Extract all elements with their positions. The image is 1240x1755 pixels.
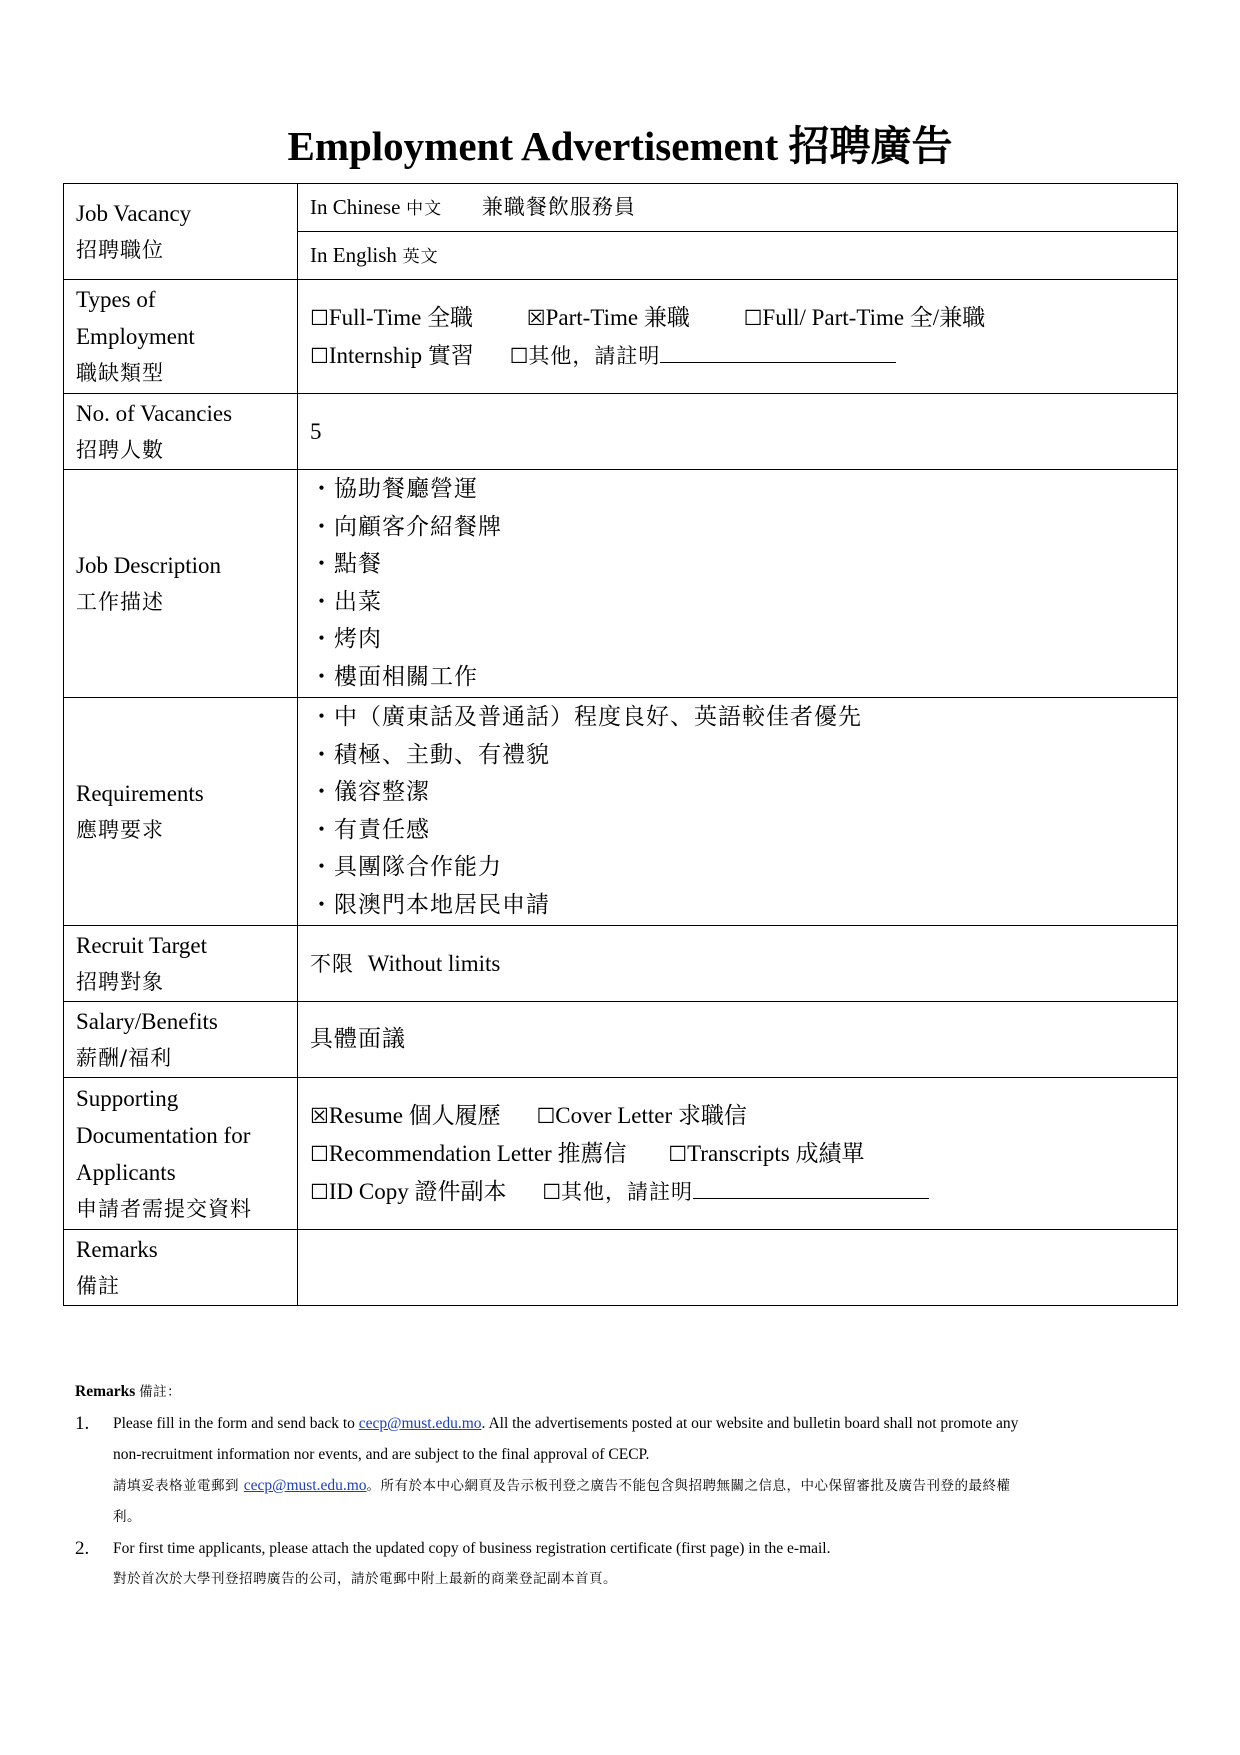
email-link[interactable]: cecp@must.edu.mo bbox=[358, 1415, 482, 1432]
other-document-checkbox[interactable]: ☐其他，請註明 bbox=[542, 1173, 929, 1211]
page-title: Employment Advertisement 招聘廣告 bbox=[287, 123, 953, 169]
recruit-target-label: Recruit Target 招聘對象 bbox=[64, 926, 298, 1002]
full-part-time-checkbox[interactable]: ☐Full/ Part-Time 全/兼職 bbox=[743, 304, 986, 330]
email-link-zh[interactable]: cecp@must.edu.mo bbox=[243, 1477, 367, 1494]
other-document-blank-line[interactable] bbox=[693, 1176, 929, 1199]
job-description-label: Job Description 工作描述 bbox=[64, 470, 298, 698]
list-item: ・儀容整潔 bbox=[310, 779, 430, 805]
employment-type-label: Types of Employment 職缺類型 bbox=[64, 280, 298, 394]
other-type-blank-line[interactable] bbox=[660, 340, 896, 363]
id-copy-checkbox[interactable]: ☐ID Copy 證件副本 bbox=[310, 1178, 507, 1204]
vacancies-count-value: 5 bbox=[298, 394, 1178, 470]
salary-value: 具體面議 bbox=[298, 1002, 1178, 1078]
requirements-label: Requirements 應聘要求 bbox=[64, 698, 298, 926]
application-form-table bbox=[63, 183, 1178, 1306]
other-type-checkbox[interactable]: ☐其他，請註明 bbox=[510, 337, 897, 375]
transcripts-checkbox[interactable]: ☐Transcripts 成績單 bbox=[668, 1140, 865, 1166]
list-item: ・積極、主動、有禮貌 bbox=[310, 741, 550, 768]
remarks-label: Remarks 備註 bbox=[64, 1230, 298, 1306]
vacancy-english-field[interactable]: In English 英文 bbox=[298, 232, 1178, 280]
list-item: ・具團隊合作能力 bbox=[310, 854, 502, 880]
resume-checkbox[interactable]: ☒Resume 個人履歷 bbox=[310, 1102, 501, 1128]
vacancy-chinese-field[interactable]: In Chinese 中文 兼職餐飲服務員 bbox=[298, 184, 1178, 232]
list-item: ・限澳門本地居民申請 bbox=[310, 891, 550, 918]
cover-letter-checkbox[interactable]: ☐Cover Letter 求職信 bbox=[536, 1102, 747, 1128]
salary-label: Salary/Benefits 薪酬/福利 bbox=[64, 1002, 298, 1078]
list-item: ・出菜 bbox=[310, 588, 382, 615]
list-item: ・有責任感 bbox=[310, 816, 430, 843]
remarks-field[interactable] bbox=[298, 1230, 1178, 1306]
footnotes bbox=[75, 1376, 1175, 1595]
vacancy-chinese-value: 兼職餐飲服務員 bbox=[481, 194, 636, 219]
employment-type-options bbox=[298, 280, 1178, 394]
internship-checkbox[interactable]: ☐Internship 實習 bbox=[310, 342, 474, 368]
list-item: ・烤肉 bbox=[310, 626, 382, 652]
vacancies-count-label: No. of Vacancies 招聘人數 bbox=[64, 394, 298, 470]
part-time-checkbox[interactable]: ☒Part-Time 兼職 bbox=[526, 304, 690, 330]
job-vacancy-label: Job Vacancy 招聘職位 bbox=[64, 184, 298, 280]
footnote-item: 1. Please fill in the form and send back to cecp@must.edu.mo. All the advertisements posted at our website and bulletin board shall not promote any non-recruitment information nor events, and are subject to the final approval of CECP. 請填妥表格並電郵到 cecp@must.edu.mo。所有於本中心網頁及告示板刊登之廣告不能包含與招聘無關之信息，中心保留審批及廣告刊登的最終權 利。 bbox=[75, 1413, 1019, 1525]
recommendation-letter-checkbox[interactable]: ☐Recommendation Letter 推薦信 bbox=[310, 1140, 627, 1166]
recruit-target-value: 不限 Without limits bbox=[298, 926, 1178, 1002]
full-time-checkbox[interactable]: ☐Full-Time 全職 bbox=[310, 304, 474, 330]
footnotes-heading: Remarks 備註： bbox=[75, 1383, 182, 1400]
list-item: ・向顧客介紹餐牌 bbox=[310, 513, 502, 540]
list-item: ・中（廣東話及普通話）程度良好、英語較佳者優先 bbox=[310, 704, 862, 730]
footnote-item: 2. For first time applicants, please attach the updated copy of business registration certificate (first page) in the e-mail. 對於首次於大學刊登招聘廣告的公司，請於電郵中附上最新的商業登記副本首頁。 bbox=[75, 1538, 831, 1587]
supporting-documents-options bbox=[298, 1078, 1178, 1230]
supporting-documents-label: Supporting Documentation for Applicants 申請者需提交資料 bbox=[64, 1078, 298, 1230]
list-item: ・點餐 bbox=[310, 551, 382, 577]
list-item: ・協助餐廳營運 bbox=[310, 476, 478, 502]
requirements-list bbox=[298, 698, 1178, 926]
list-item: ・樓面相關工作 bbox=[310, 663, 478, 690]
job-description-list bbox=[298, 470, 1178, 698]
